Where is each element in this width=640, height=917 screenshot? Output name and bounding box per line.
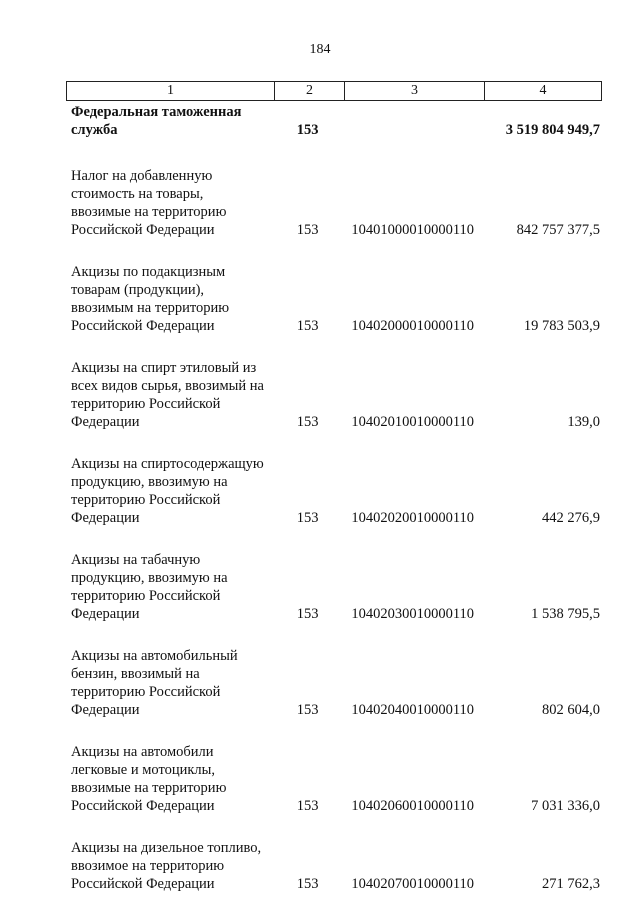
row-name-line: Акцизы на автомобильный xyxy=(71,648,238,664)
row-kbk: 10402000010000110 xyxy=(351,318,475,334)
table-row xyxy=(66,103,602,139)
row-kbk: 10402060010000110 xyxy=(351,798,475,814)
row-amount: 842 757 377,5 xyxy=(516,222,600,238)
row-name-line: продукцию, ввозимую на xyxy=(71,570,228,586)
table-row xyxy=(66,167,602,239)
table-row xyxy=(66,263,602,335)
page-number: 184 xyxy=(309,42,331,57)
row-name-line: ввозимое на территорию xyxy=(71,858,225,874)
row-name-line: Российской Федерации xyxy=(71,876,215,892)
row-name-line: Федерации xyxy=(71,606,140,622)
row-name-line: Федерации xyxy=(71,414,140,430)
header-col-4: 4 xyxy=(539,83,547,98)
row-name-line: Российской Федерации xyxy=(71,222,215,238)
row-name-line: Российской Федерации xyxy=(71,318,215,334)
row-name-line: Федеральная таможенная xyxy=(71,104,242,120)
row-kbk: 10402010010000110 xyxy=(351,414,475,430)
row-code: 153 xyxy=(296,222,319,238)
row-name xyxy=(66,551,272,623)
table-row xyxy=(66,359,602,431)
table-row xyxy=(66,743,602,815)
row-name xyxy=(66,103,272,139)
row-name-line: всех видов сырья, ввозимый на xyxy=(71,378,264,394)
row-name xyxy=(66,359,272,431)
row-name-line: Налог на добавленную xyxy=(71,168,213,184)
row-name-line: территорию Российской xyxy=(71,684,221,700)
row-amount: 1 538 795,5 xyxy=(531,606,600,622)
header-col-1: 1 xyxy=(67,82,275,100)
row-code: 153 xyxy=(296,876,319,892)
table-row xyxy=(66,839,602,893)
row-code: 153 xyxy=(296,798,319,814)
row-name xyxy=(66,647,272,719)
row-name-line: ввозимые на территорию xyxy=(71,204,227,220)
row-kbk: 10402070010000110 xyxy=(351,876,475,892)
row-amount: 7 031 336,0 xyxy=(531,798,600,814)
row-name-line: легковые и мотоциклы, xyxy=(71,762,216,778)
row-amount: 3 519 804 949,7 xyxy=(505,122,600,138)
row-name-line: Федерации xyxy=(71,702,140,718)
row-name-line: Акцизы на спиртосодержащую xyxy=(71,456,264,472)
row-amount: 19 783 503,9 xyxy=(523,318,600,334)
row-amount: 802 604,0 xyxy=(542,702,600,718)
row-name-line: территорию Российской xyxy=(71,492,221,508)
row-name-line: бензин, ввозимый на xyxy=(71,666,200,682)
row-name-line: Акцизы на спирт этиловый из xyxy=(71,360,257,376)
row-kbk: 10402040010000110 xyxy=(351,702,475,718)
table-body xyxy=(66,103,602,917)
row-name-line: Акцизы по подакцизным xyxy=(71,264,226,280)
row-name-line: Российской Федерации xyxy=(71,798,215,814)
row-name-line: Акцизы на дизельное топливо, xyxy=(71,840,262,856)
row-kbk: 10402030010000110 xyxy=(351,606,475,622)
row-name-line: товарам (продукции), xyxy=(71,282,205,298)
row-name-line: ввозимым на территорию xyxy=(71,300,230,316)
row-code: 153 xyxy=(296,510,319,526)
row-code: 153 xyxy=(296,606,319,622)
row-name xyxy=(66,167,272,239)
row-name-line: ввозимые на территорию xyxy=(71,780,227,796)
row-kbk: 10402020010000110 xyxy=(351,510,475,526)
row-amount: 139,0 xyxy=(567,414,600,430)
row-code: 153 xyxy=(296,414,319,430)
row-name xyxy=(66,839,272,893)
row-name-line: Федерации xyxy=(71,510,140,526)
header-col-2: 2 xyxy=(275,82,345,100)
row-amount: 271 762,3 xyxy=(542,876,600,892)
row-name-line: стоимость на товары, xyxy=(71,186,204,202)
table-row xyxy=(66,455,602,527)
row-name-line: территорию Российской xyxy=(71,588,221,604)
row-name-line: территорию Российской xyxy=(71,396,221,412)
row-code: 153 xyxy=(296,318,319,334)
header-col-3: 3 xyxy=(345,82,485,100)
row-name xyxy=(66,263,272,335)
row-name xyxy=(66,455,272,527)
row-name-line: служба xyxy=(71,122,118,138)
row-amount: 442 276,9 xyxy=(542,510,600,526)
table-row xyxy=(66,647,602,719)
row-code: 153 xyxy=(296,702,319,718)
row-name-line: Акцизы на табачную xyxy=(71,552,201,568)
row-name xyxy=(66,743,272,815)
table-header xyxy=(66,81,602,101)
row-code: 153 xyxy=(296,122,319,138)
table-row xyxy=(66,551,602,623)
row-name-line: продукцию, ввозимую на xyxy=(71,474,228,490)
row-name-line: Акцизы на автомобили xyxy=(71,744,214,760)
row-kbk: 10401000010000110 xyxy=(351,222,475,238)
